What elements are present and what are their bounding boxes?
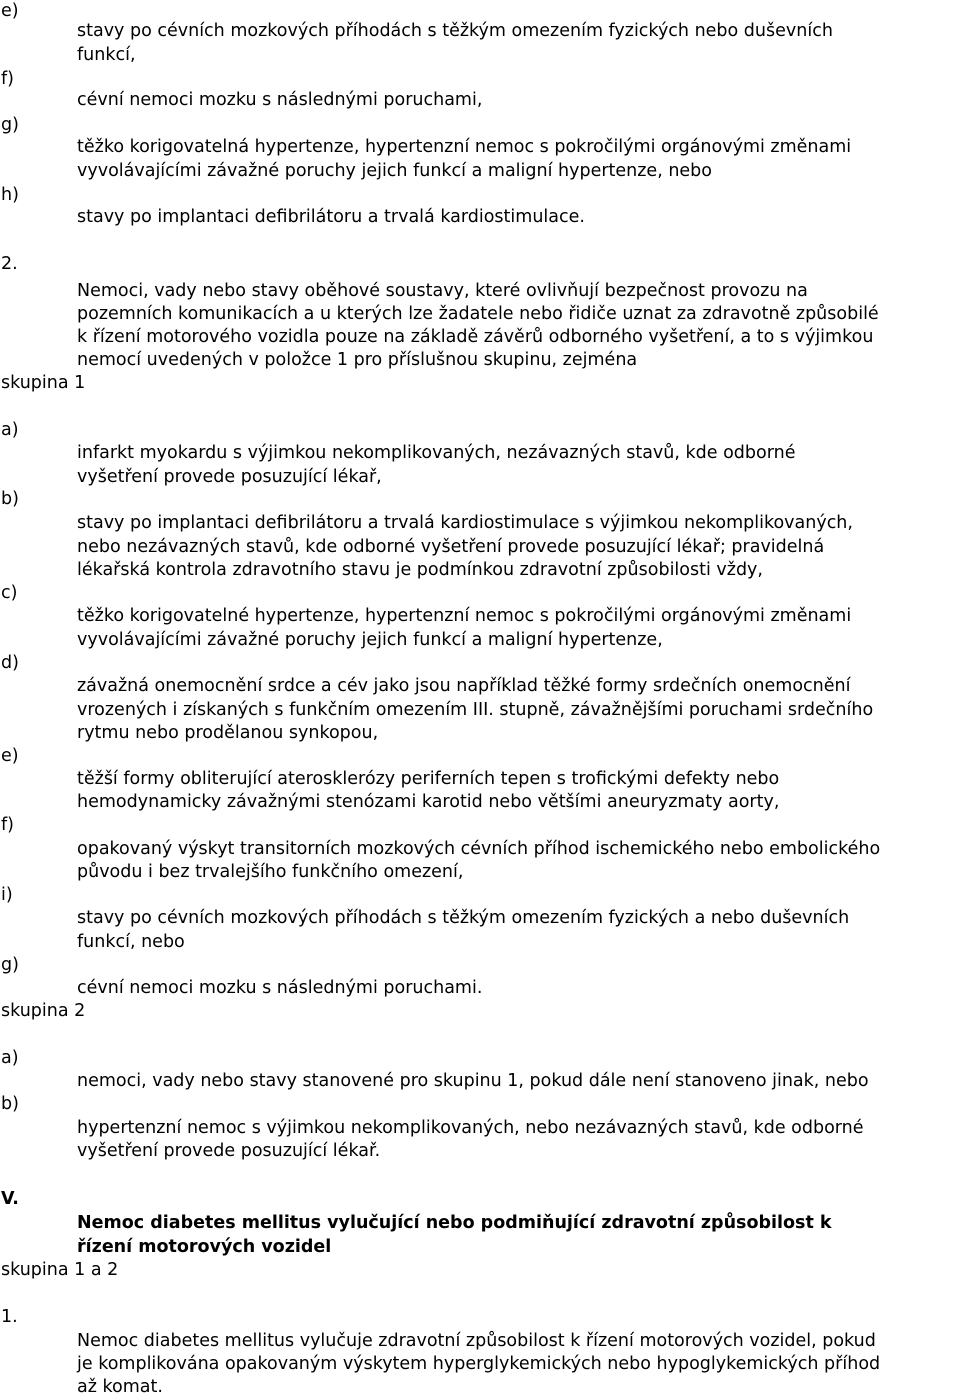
paragraph-line: stavy po cévních mozkových příhodách s těžkým omezením fyzických a nebo duševních — [77, 908, 850, 928]
paragraph-line: vrozených i získaných s funkčním omezením III. stupně, závažnějšími poruchami srdečního — [77, 700, 874, 720]
paragraph-line: původu i bez trvalejšího funkčního omezení, — [77, 862, 464, 882]
paragraph-line: stavy po implantaci defibrilátoru a trvalá kardiostimulace. — [77, 207, 585, 227]
item-label: e) — [1, 1, 19, 21]
paragraph-line: stavy po implantaci defibrilátoru a trvalá kardiostimulace s výjimkou nekomplikovaných, — [77, 513, 853, 533]
paragraph-line: až komat. — [77, 1377, 163, 1397]
item-label: g) — [1, 955, 19, 975]
paragraph-line: cévní nemoci mozku s následnými poruchami, — [77, 90, 483, 110]
paragraph-line: infarkt myokardu s výjimkou nekomplikovaných, nezávazných stavů, kde odborné — [77, 443, 796, 463]
paragraph-line: k řízení motorového vozidla pouze na základě závěrů odborného vyšetření, a to s výjimkou — [77, 327, 874, 347]
paragraph-line: těžší formy obliterující aterosklerózy periferních tepen s trofickými defekty nebo — [77, 769, 780, 789]
item-label: d) — [1, 653, 19, 673]
item-label: e) — [1, 746, 19, 766]
item-label: b) — [1, 489, 19, 509]
item-label: skupina 2 — [1, 1001, 86, 1021]
item-label: a) — [1, 1048, 19, 1068]
paragraph-line: funkcí, nebo — [77, 932, 185, 952]
paragraph-line: hemodynamicky závažnými stenózami karotid nebo většími aneuryzmaty aorty, — [77, 792, 780, 812]
item-label: a) — [1, 420, 19, 440]
item-label: i) — [1, 885, 13, 905]
paragraph-line: cévní nemoci mozku s následnými poruchami. — [77, 978, 483, 998]
item-label: b) — [1, 1094, 19, 1114]
item-label: f) — [1, 815, 14, 835]
paragraph-line: stavy po cévních mozkových příhodách s těžkým omezením fyzických nebo duševních — [77, 21, 833, 41]
paragraph-line: nemoci, vady nebo stavy stanovené pro skupinu 1, pokud dále není stanoveno jinak, nebo — [77, 1071, 869, 1091]
paragraph-line: vyšetření provede posuzující lékař. — [77, 1141, 381, 1161]
item-label: f) — [1, 69, 14, 89]
item-label: g) — [1, 115, 19, 135]
paragraph-line: opakovaný výskyt transitorních mozkových cévních příhod ischemického nebo embolického — [77, 839, 881, 859]
section-heading-line: Nemoc diabetes mellitus vylučující nebo podmiňující zdravotní způsobilost k — [77, 1213, 832, 1233]
item-label: h) — [1, 185, 19, 205]
item-label: skupina 1 a 2 — [1, 1260, 119, 1280]
paragraph-line: Nemoci, vady nebo stavy oběhové soustavy, které ovlivňují bezpečnost provozu na — [77, 281, 808, 301]
paragraph-line: vyvolávajícími závažné poruchy jejich funkcí a maligní hypertenze, nebo — [77, 161, 712, 181]
paragraph-line: Nemoc diabetes mellitus vylučuje zdravotní způsobilost k řízení motorových vozidel, pokud — [77, 1331, 876, 1351]
paragraph-line: vyvolávajícími závažné poruchy jejich funkcí a maligní hypertenze, — [77, 630, 663, 650]
paragraph-line: rytmu nebo prodělanou synkopou, — [77, 723, 379, 743]
paragraph-line: je komplikována opakovaným výskytem hyperglykemických nebo hypoglykemických příhod — [77, 1354, 881, 1374]
item-label: 1. — [1, 1307, 18, 1327]
item-label: skupina 1 — [1, 373, 86, 393]
paragraph-line: nebo nezávazných stavů, kde odborné vyšetření provede posuzující lékař; pravidelná — [77, 537, 825, 557]
paragraph-line: těžko korigovatelné hypertenze, hypertenzní nemoc s pokročilými orgánovými změnami — [77, 606, 852, 626]
section-heading-line: řízení motorových vozidel — [77, 1237, 332, 1257]
paragraph-line: funkcí, — [77, 45, 136, 65]
item-label: 2. — [1, 254, 18, 274]
paragraph-line: nemocí uvedených v položce 1 pro příslušnou skupinu, zejména — [77, 350, 638, 370]
paragraph-line: závažná onemocnění srdce a cév jako jsou například těžké formy srdečních onemocnění — [77, 676, 851, 696]
paragraph-line: těžko korigovatelná hypertenze, hypertenzní nemoc s pokročilými orgánovými změnami — [77, 137, 852, 157]
paragraph-line: hypertenzní nemoc s výjimkou nekomplikovaných, nebo nezávazných stavů, kde odborné — [77, 1118, 864, 1138]
item-label: V. — [1, 1189, 19, 1209]
paragraph-line: vyšetření provede posuzující lékař, — [77, 467, 382, 487]
paragraph-line: lékařská kontrola zdravotního stavu je podmínkou zdravotní způsobilosti vždy, — [77, 560, 763, 580]
paragraph-line: pozemních komunikacích a u kterých lze žadatele nebo řidiče uznat za zdravotně způsobilé — [77, 304, 879, 324]
item-label: c) — [1, 583, 18, 603]
